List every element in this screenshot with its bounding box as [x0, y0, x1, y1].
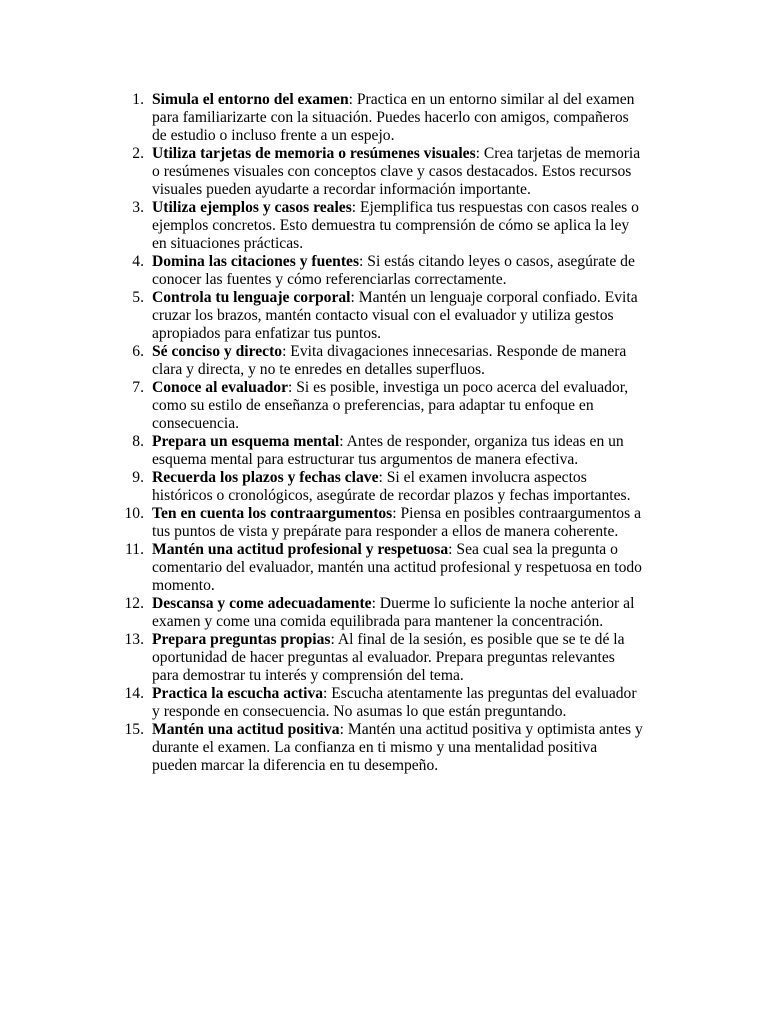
list-item	[114, 343, 644, 379]
item-term: Practica la escucha activa	[152, 685, 324, 702]
item-term: Conoce al evaluador	[152, 379, 289, 396]
list-item	[114, 433, 644, 469]
list-item	[114, 505, 644, 541]
list-item	[114, 253, 644, 289]
item-number: 9.	[132, 469, 144, 486]
tips-list	[114, 91, 644, 775]
item-description: : Escucha atentamente las preguntas del evaluador y responde en consecuencia. No asumas lo que están preguntando.	[152, 685, 637, 720]
list-item	[114, 685, 644, 721]
item-description: : Si estás citando leyes o casos, asegúrate de conocer las fuentes y cómo referenciarlas correctamente.	[152, 253, 635, 288]
item-number: 2.	[132, 145, 144, 162]
item-description: : Al final de la sesión, es posible que se te dé la oportunidad de hacer preguntas al evaluador. Prepara preguntas relevantes para demostrar tu interés y comprensión del tema.	[152, 631, 625, 684]
item-number: 4.	[132, 253, 144, 270]
item-description: : Mantén un lenguaje corporal confiado. Evita cruzar los brazos, mantén contacto visual con el evaluador y utiliza gestos apropiados para enfatizar tus puntos.	[152, 289, 638, 342]
list-item	[114, 721, 644, 775]
item-term: Controla tu lenguaje corporal	[152, 289, 351, 306]
list-item	[114, 91, 644, 145]
list-item	[114, 541, 644, 595]
list-item	[114, 631, 644, 685]
list-item	[114, 595, 644, 631]
list-item	[114, 379, 644, 433]
item-number: 10.	[124, 505, 144, 522]
item-number: 1.	[132, 91, 144, 108]
item-description: : Crea tarjetas de memoria o resúmenes visuales con conceptos clave y casos destacados. Estos recursos visuales pueden ayudarte a recordar información importante.	[152, 145, 641, 198]
item-description: : Ejemplifica tus respuestas con casos reales o ejemplos concretos. Esto demuestra tu comprensión de cómo se aplica la ley en situaciones prácticas.	[152, 199, 639, 252]
item-term: Sé conciso y directo	[152, 343, 283, 360]
item-term: Ten en cuenta los contraargumentos	[152, 505, 393, 522]
item-number: 15.	[124, 721, 144, 738]
item-description: : Si el examen involucra aspectos históricos o cronológicos, asegúrate de recordar plazos y fechas importantes.	[152, 469, 631, 504]
item-number: 8.	[132, 433, 144, 450]
item-description: : Sea cual sea la pregunta o comentario del evaluador, mantén una actitud profesional y respetuosa en todo momento.	[152, 541, 642, 594]
item-description: : Piensa en posibles contraargumentos a tus puntos de vista y prepárate para responder a ellos de manera coherente.	[152, 505, 641, 540]
item-term: Prepara preguntas propias	[152, 631, 331, 648]
item-term: Recuerda los plazos y fechas clave	[152, 469, 379, 486]
list-item	[114, 199, 644, 253]
item-term: Descansa y come adecuadamente	[152, 595, 372, 612]
item-number: 11.	[125, 541, 144, 558]
item-description: : Practica en un entorno similar al del examen para familiarizarte con la situación. Puedes hacerlo con amigos, compañeros de estudio o incluso frente a un espejo.	[152, 91, 635, 144]
item-number: 13.	[124, 631, 144, 648]
item-number: 12.	[124, 595, 144, 612]
item-description: : Duerme lo suficiente la noche anterior al examen y come una comida equilibrada para mantener la concentración.	[152, 595, 635, 630]
item-number: 7.	[132, 379, 144, 396]
item-number: 6.	[132, 343, 144, 360]
item-term: Utiliza tarjetas de memoria o resúmenes visuales	[152, 145, 476, 162]
list-item	[114, 469, 644, 505]
item-description: : Evita divagaciones innecesarias. Responde de manera clara y directa, y no te enredes en detalles superfluos.	[152, 343, 627, 378]
item-description: : Antes de responder, organiza tus ideas en un esquema mental para estructurar tus argumentos de manera efectiva.	[152, 433, 624, 468]
list-item	[114, 289, 644, 343]
item-term: Mantén una actitud positiva	[152, 721, 340, 738]
item-number: 5.	[132, 289, 144, 306]
item-term: Simula el entorno del examen	[152, 91, 349, 108]
item-term: Domina las citaciones y fuentes	[152, 253, 360, 270]
item-term: Utiliza ejemplos y casos reales	[152, 199, 352, 216]
item-term: Prepara un esquema mental	[152, 433, 340, 450]
item-number: 14.	[124, 685, 144, 702]
list-item	[114, 145, 644, 199]
item-description: : Mantén una actitud positiva y optimista antes y durante el examen. La confianza en ti mismo y una mentalidad positiva pueden marcar la diferencia en tu desempeño.	[152, 721, 643, 774]
item-number: 3.	[132, 199, 144, 216]
item-description: : Si es posible, investiga un poco acerca del evaluador, como su estilo de enseñanza o preferencias, para adaptar tu enfoque en consecuencia.	[152, 379, 629, 432]
item-term: Mantén una actitud profesional y respetuosa	[152, 541, 449, 558]
